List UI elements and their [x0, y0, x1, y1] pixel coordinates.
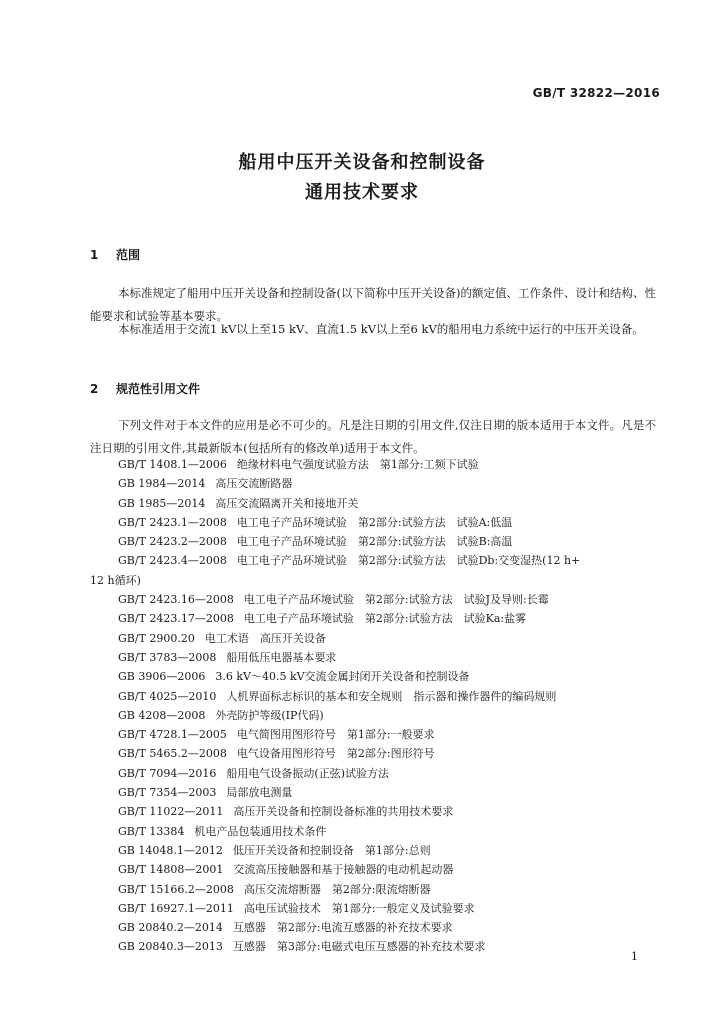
- reference-title: 电工电子产品环境试验 第2部分:试验方法 试验Ka:盐雾: [243, 612, 527, 626]
- reference-item: [90, 590, 656, 609]
- reference-title: 高电压试验技术 第1部分:一般定义及试验要求: [243, 901, 475, 915]
- section-number: 1: [90, 248, 99, 262]
- reference-code: GB/T 3783—2008: [118, 650, 217, 664]
- reference-item: [90, 474, 656, 493]
- reference-title-continuation: 12 h循环): [90, 573, 141, 587]
- reference-item: [90, 532, 656, 551]
- reference-code: GB/T 1408.1—2006: [118, 458, 227, 471]
- reference-title: 3.6 kV～40.5 kV交流金属封闭开关设备和控制设备: [215, 670, 470, 684]
- reference-code: GB/T 5465.2—2008: [118, 747, 227, 761]
- reference-code: GB/T 2423.1—2008: [118, 515, 227, 529]
- reference-item: [90, 764, 656, 783]
- scope-paragraph: 本标准适用于交流1 kV以上至15 kV、直流1.5 kV以上至6 kV的船用电力系统中运行的中压开关设备。: [118, 322, 644, 336]
- reference-code: GB/T 2900.20: [118, 631, 195, 645]
- reference-title: 电气简图用图形符号 第1部分:一般要求: [236, 728, 435, 742]
- section-title: 范围: [116, 248, 141, 262]
- reference-title: 电工电子产品环境试验 第2部分:试验方法 试验Db:交变湿热(12 h+: [236, 554, 581, 568]
- reference-code: GB/T 13384: [118, 824, 185, 838]
- reference-item: [90, 880, 656, 899]
- reference-title: 电工电子产品环境试验 第2部分:试验方法 试验B:高温: [236, 535, 513, 549]
- reference-item: [90, 494, 656, 513]
- reference-item: [90, 918, 656, 937]
- reference-title: 电工术语 高压开关设备: [204, 631, 326, 645]
- reference-title: 高压开关设备和控制设备标准的共用技术要求: [233, 805, 454, 819]
- section-heading-scope: [90, 246, 140, 263]
- section-heading-normative-references: [90, 380, 200, 397]
- reference-item: [90, 802, 656, 821]
- reference-item: [90, 455, 656, 474]
- reference-code: GB 4208—2008: [118, 708, 206, 722]
- reference-title: 互感器 第3部分:电磁式电压互感器的补充技术要求: [232, 940, 486, 954]
- reference-code: GB 20840.2—2014: [118, 921, 223, 935]
- reference-item: [90, 551, 656, 590]
- reference-item: [90, 667, 656, 686]
- reference-item: [90, 899, 656, 918]
- reference-code: GB/T 14808—2001: [118, 863, 224, 877]
- reference-code: GB/T 15166.2—2008: [118, 882, 234, 896]
- reference-title: 交流高压接触器和基于接触器的电动机起动器: [233, 863, 454, 877]
- reference-code: GB/T 7094—2016: [118, 766, 217, 780]
- reference-item: [90, 744, 656, 763]
- reference-item: [90, 860, 656, 879]
- section-title: 规范性引用文件: [116, 382, 201, 396]
- reference-title: 低压开关设备和控制设备 第1部分:总则: [232, 843, 431, 857]
- reference-title: 外壳防护等级(IP代码): [215, 708, 324, 722]
- standard-code: GB/T 32822—2016: [532, 86, 660, 100]
- reference-item: [90, 725, 656, 744]
- reference-list: [90, 455, 656, 957]
- reference-item: [90, 513, 656, 532]
- reference-code: GB/T 2423.17—2008: [118, 612, 234, 626]
- reference-title: 机电产品包装通用技术条件: [194, 824, 327, 838]
- reference-code: GB/T 4728.1—2005: [118, 728, 227, 742]
- reference-title: 互感器 第2部分:电流互感器的补充技术要求: [232, 921, 453, 935]
- reference-item: [90, 783, 656, 802]
- reference-code: GB/T 11022—2011: [118, 805, 224, 819]
- reference-title: 电工电子产品环境试验 第2部分:试验方法 试验A:低温: [236, 515, 513, 529]
- reference-title: 电气设备用图形符号 第2部分:图形符号: [236, 747, 435, 761]
- reference-code: GB/T 7354—2003: [118, 786, 217, 800]
- scope-paragraph: 本标准规定了船用中压开关设备和控制设备(以下简称中压开关设备)的额定值、工作条件、设计和结构、性能要求和试验等基本要求。: [90, 286, 656, 323]
- page-number: 1: [631, 950, 638, 963]
- reference-code: GB/T 2423.16—2008: [118, 593, 234, 607]
- reference-title: 人机界面标志标识的基本和安全规则 指示器和操作器件的编码规则: [226, 689, 557, 703]
- document-subtitle: 通用技术要求: [305, 182, 419, 203]
- reference-title: 局部放电测量: [226, 786, 293, 800]
- reference-code: GB 20840.3—2013: [118, 940, 223, 954]
- reference-item: [90, 629, 656, 648]
- reference-item: [90, 822, 656, 841]
- section-number: 2: [90, 382, 99, 396]
- reference-item: [90, 841, 656, 860]
- reference-item: [90, 687, 656, 706]
- reference-code: GB/T 16927.1—2011: [118, 901, 234, 915]
- reference-title: 电工电子产品环境试验 第2部分:试验方法 试验J及导则:长霉: [243, 593, 549, 607]
- reference-item: [90, 706, 656, 725]
- reference-code: GB 1985—2014: [118, 496, 206, 510]
- document-title: 船用中压开关设备和控制设备: [238, 152, 486, 173]
- reference-title: 高压交流断路器: [215, 477, 293, 491]
- reference-code: GB/T 4025—2010: [118, 689, 217, 703]
- reference-code: GB 3906—2006: [118, 670, 206, 684]
- reference-item: [90, 937, 656, 956]
- reference-title: 绝缘材料电气强度试验方法 第1部分:工频下试验: [236, 458, 479, 471]
- reference-code: GB 1984—2014: [118, 477, 206, 491]
- reference-code: GB/T 2423.4—2008: [118, 554, 227, 568]
- reference-code: GB 14048.1—2012: [118, 843, 223, 857]
- reference-item: [90, 609, 656, 628]
- reference-item: [90, 648, 656, 667]
- references-intro-paragraph: 下列文件对于本文件的应用是必不可少的。凡是注日期的引用文件,仅注日期的版本适用于本文件。凡是不注日期的引用文件,其最新版本(包括所有的修改单)适用于本文件。: [90, 418, 656, 455]
- reference-title: 船用电气设备振动(正弦)试验方法: [226, 766, 389, 780]
- reference-title: 高压交流隔离开关和接地开关: [215, 496, 359, 510]
- reference-title: 船用低压电器基本要求: [226, 650, 337, 664]
- reference-title: 高压交流熔断器 第2部分:限流熔断器: [243, 882, 431, 896]
- reference-code: GB/T 2423.2—2008: [118, 535, 227, 549]
